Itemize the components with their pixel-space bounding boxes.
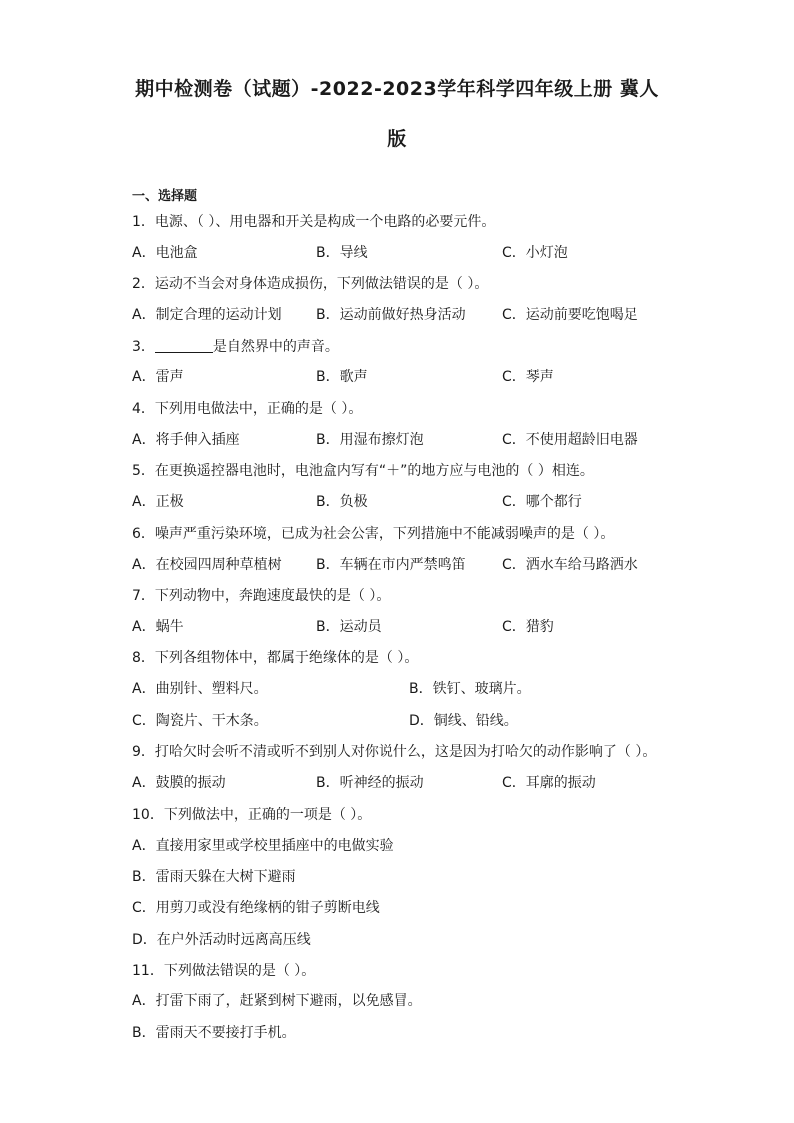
- option-b[interactable]: B．运动员: [316, 619, 382, 635]
- option-b[interactable]: B．运动前做好热身活动: [316, 307, 466, 323]
- question-10-option-d[interactable]: D．在户外活动时远离高压线: [132, 932, 311, 948]
- option-c[interactable]: C．洒水车给马路洒水: [502, 557, 638, 573]
- question-3-prefix: 3．: [132, 339, 155, 355]
- option-b[interactable]: B．歌声: [316, 369, 368, 385]
- question-11: 11．下列做法错误的是（ ）。: [132, 963, 316, 979]
- question-5: 5．在更换遥控器电池时，电池盒内写有“＋”的地方应与电池的（ ）相连。: [132, 463, 594, 479]
- option-a[interactable]: A．雷声: [132, 369, 184, 385]
- option-c[interactable]: C．琴声: [502, 369, 554, 385]
- option-c[interactable]: C．不使用超龄旧电器: [502, 432, 638, 448]
- fill-blank[interactable]: [155, 338, 213, 353]
- option-b[interactable]: B．导线: [316, 245, 368, 261]
- title-line-2: 版: [387, 128, 407, 150]
- option-b[interactable]: B．用湿布擦灯泡: [316, 432, 424, 448]
- option-c[interactable]: C．哪个都行: [502, 494, 582, 510]
- option-a[interactable]: A．制定合理的运动计划: [132, 307, 282, 323]
- question-10: 10．下列做法中，正确的一项是（ ）。: [132, 807, 372, 823]
- question-7: 7．下列动物中，奔跑速度最快的是（ ）。: [132, 588, 391, 604]
- question-3-suffix: 是自然界中的声音。: [212, 339, 339, 355]
- question-9: 9．打哈欠时会听不清或听不到别人对你说什么，这是因为打哈欠的动作影响了（ ）。: [132, 744, 657, 760]
- option-c[interactable]: C．陶瓷片、干木条。: [132, 713, 268, 729]
- option-a[interactable]: A．将手伸入插座: [132, 432, 240, 448]
- option-b[interactable]: B．负极: [316, 494, 368, 510]
- question-10-option-c[interactable]: C．用剪刀或没有绝缘柄的钳子剪断电线: [132, 900, 380, 916]
- option-c[interactable]: C．猎豹: [502, 619, 554, 635]
- option-b[interactable]: B．听神经的振动: [316, 775, 424, 791]
- option-a[interactable]: A．鼓膜的振动: [132, 775, 226, 791]
- option-c[interactable]: C．小灯泡: [502, 245, 568, 261]
- option-a[interactable]: A．蜗牛: [132, 619, 184, 635]
- option-b[interactable]: B．车辆在市内严禁鸣笛: [316, 557, 466, 573]
- option-a[interactable]: A．在校园四周种草植树: [132, 557, 282, 573]
- question-4: 4．下列用电做法中，正确的是（ ）。: [132, 401, 363, 417]
- section-heading: 一、选择题: [132, 189, 198, 204]
- option-a[interactable]: A．电池盒: [132, 245, 198, 261]
- document-title: [100, 64, 694, 164]
- question-2: 2．运动不当会对身体造成损伤，下列做法错误的是（ ）。: [132, 276, 489, 292]
- option-a[interactable]: A．曲别针、塑料尺。: [132, 681, 268, 697]
- option-c[interactable]: C．运动前要吃饱喝足: [502, 307, 638, 323]
- question-6: 6．噪声严重污染环境，已成为社会公害，下列措施中不能减弱噪声的是（ ）。: [132, 526, 615, 542]
- question-3: [132, 337, 339, 357]
- option-d[interactable]: D．铜线、铅线。: [409, 713, 518, 729]
- question-11-option-b[interactable]: B．雷雨天不要接打手机。: [132, 1025, 296, 1041]
- option-b[interactable]: B．铁钉、玻璃片。: [409, 681, 531, 697]
- option-a[interactable]: A．正极: [132, 494, 184, 510]
- option-c[interactable]: C．耳廓的振动: [502, 775, 596, 791]
- question-1: 1．电源、（ ）、用电器和开关是构成一个电路的必要元件。: [132, 214, 496, 230]
- question-10-option-a[interactable]: A．直接用家里或学校里插座中的电做实验: [132, 838, 394, 854]
- question-8: 8．下列各组物体中，都属于绝缘体的是（ ）。: [132, 650, 419, 666]
- question-11-option-a[interactable]: A．打雷下雨了，赶紧到树下避雨，以免感冒。: [132, 993, 422, 1009]
- question-10-option-b[interactable]: B．雷雨天躲在大树下避雨: [132, 869, 296, 885]
- title-line-1: 期中检测卷（试题）-2022-2023学年科学四年级上册 冀人: [135, 78, 659, 100]
